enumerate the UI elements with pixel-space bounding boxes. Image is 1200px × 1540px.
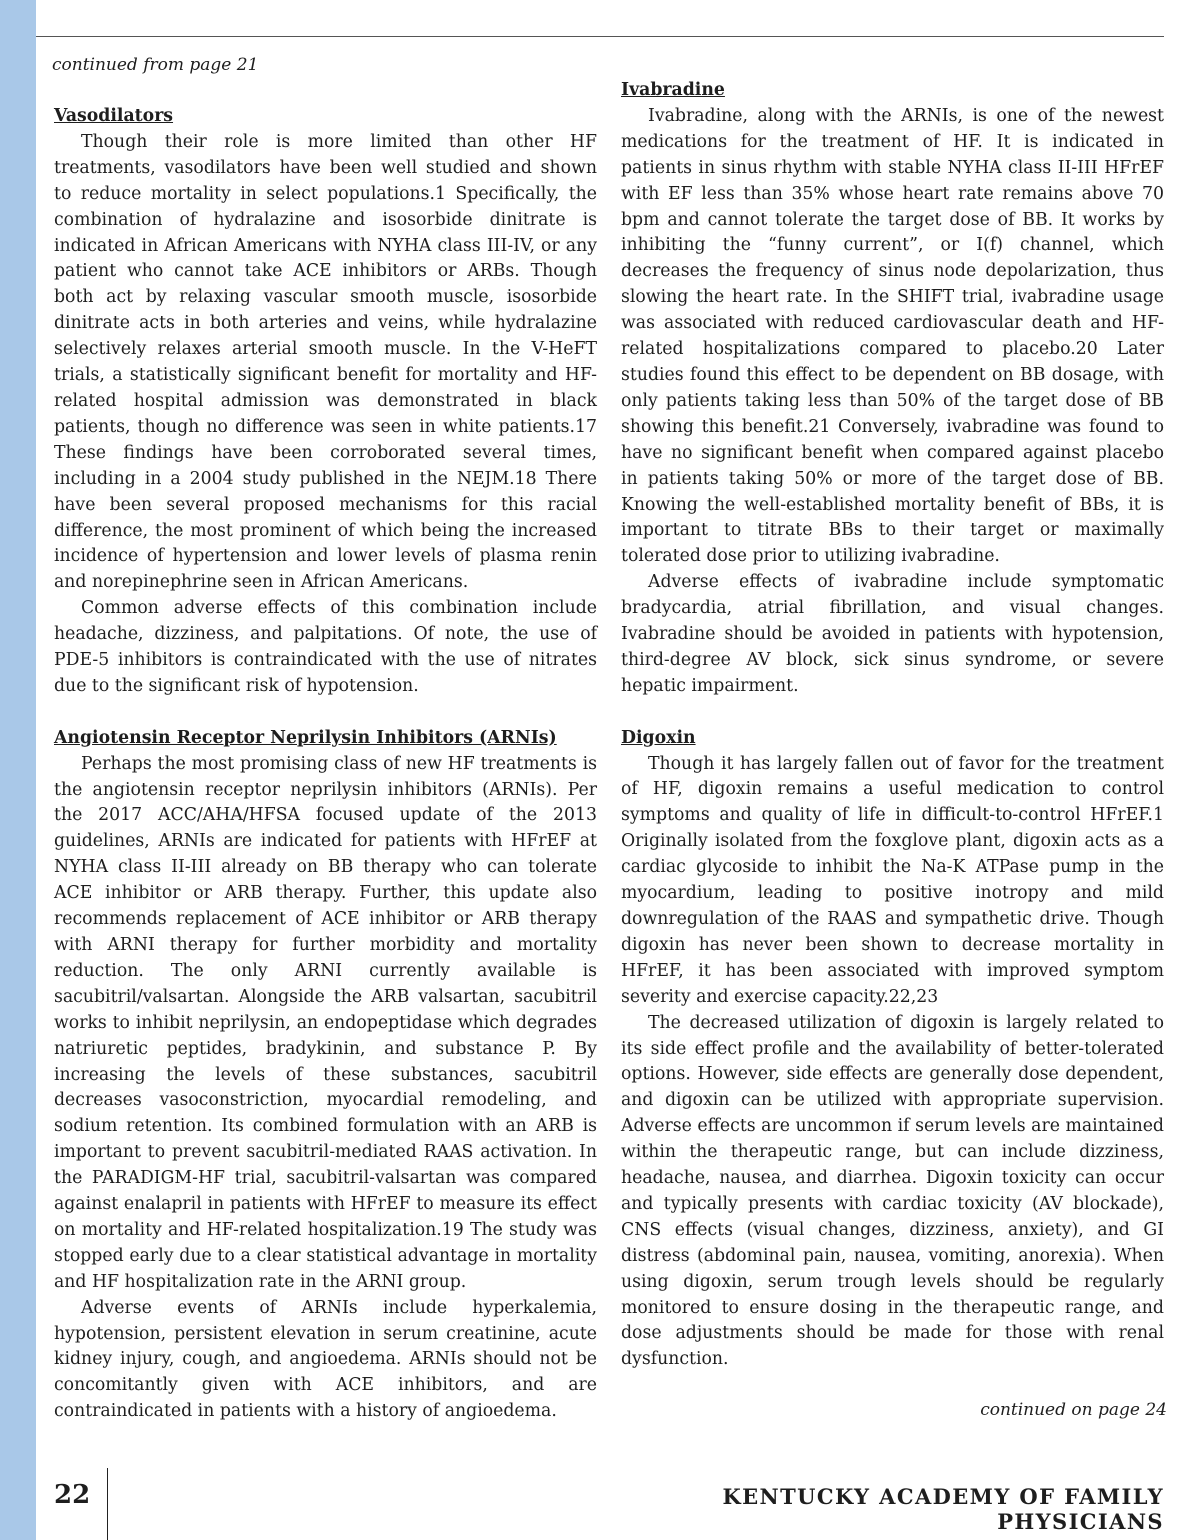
right-column bbox=[621, 78, 1164, 1373]
ivabradine-heading: Ivabradine bbox=[621, 80, 725, 100]
section-spacer bbox=[54, 700, 597, 726]
top-divider bbox=[36, 36, 1164, 37]
side-color-bar bbox=[0, 0, 36, 1540]
left-column bbox=[54, 104, 597, 1425]
arni-paragraph-2: Adverse events of ARNIs include hyperkalemia, hypotension, persistent elevation in serum creatinine, acute kidney injury, cough, and angioedema. ARNIs should not be concomitantly given with ACE inhibitors, and are contraindicated in patients with a history of angioedema. bbox=[54, 1297, 597, 1422]
ivabradine-paragraph-1: Ivabradine, along with the ARNIs, is one of the newest medications for the treatment of HF. It is indicated in patients in sinus rhythm with stable NYHA class II-III HFrEF with EF less than 35% whose heart rate remains above 70 bpm and cannot tolerate the target dose of BB. It works by inhibiting the “funny current”, or I(f) channel, which decreases the frequency of sinus node depolarization, thus slowing the heart rate. In the SHIFT trial, ivabradine usage was associated with reduced cardiovascular death and HF-related hospitalizations compared to placebo.20 Later studies found this effect to be dependent on BB dosage, with only patients taking less than 50% of the target dose of BB showing this benefit.21 Conversely, ivabradine was found to have no significant benefit when compared against placebo in patients taking 50% or more of the target dose of BB. Knowing the well-established mortality benefit of BBs, it is important to titrate BBs to their target or maximally tolerated dose prior to utilizing ivabradine. bbox=[621, 105, 1164, 567]
publication-name: KENTUCKY ACADEMY OF FAMILY PHYSICIANS bbox=[722, 1484, 1164, 1534]
continued-on-note: continued on page 24 bbox=[980, 1400, 1167, 1420]
vasodilators-paragraph-2: Common adverse effects of this combination include headache, dizziness, and palpitations. Of note, the use of PDE-5 inhibitors is contraindicated with the use of nitrates due to the significant risk of hypotension. bbox=[54, 598, 597, 696]
digoxin-paragraph-2: The decreased utilization of digoxin is largely related to its side effect profile and the availability of better-tolerated options. However, side effects are generally dose dependent, and digoxin can be utilized with appropriate supervision. Adverse effects are uncommon if serum levels are maintained within the therapeutic range, but can include dizziness, headache, nausea, and diarrhea. Digoxin toxicity can occur and typically presents with cardiac toxicity (AV blockade), CNS effects (visual changes, dizziness, anxiety), and GI distress (abdominal pain, nausea, vomiting, anorexia). When using digoxin, serum trough levels should be regularly monitored to ensure dosing in the therapeutic range, and dose adjustments should be made for those with renal dysfunction. bbox=[621, 1012, 1164, 1370]
page-number: 22 bbox=[54, 1480, 91, 1510]
vasodilators-heading: Vasodilators bbox=[54, 106, 174, 126]
arni-heading: Angiotensin Receptor Neprilysin Inhibitors (ARNIs) bbox=[54, 727, 557, 748]
arni-paragraph-1: Perhaps the most promising class of new HF treatments is the angiotensin receptor neprilysin inhibitors (ARNIs). Per the 2017 ACC/AHA/HFSA focused update of the 2013 guidelines, ARNIs are indicated for patients with HFrEF at NYHA class II-III already on BB therapy who can tolerate ACE inhibitor or ARB therapy. Further, this update also recommends replacement of ACE inhibitor or ARB therapy with ARNI therapy for further morbidity and mortality reduction. The only ARNI currently available is sacubitril/valsartan. Alongside the ARB valsartan, sacubitril works to inhibit neprilysin, an endopeptidase which degrades natriuretic peptides, bradykinin, and substance P. By increasing the levels of these substances, sacubitril decreases vasoconstriction, myocardial remodeling, and sodium retention. Its combined formulation with an ARB is important to prevent sacubitril-mediated RAAS activation. In the PARADIGM-HF trial, sacubitril-valsartan was compared against enalapril in patients with HFrEF to measure its effect on mortality and HF-related hospitalization.19 The study was stopped early due to a clear statistical advantage in mortality and HF hospitalization rate in the ARNI group. bbox=[54, 753, 597, 1292]
footer-divider bbox=[107, 1468, 108, 1540]
section-spacer bbox=[621, 700, 1164, 726]
digoxin-heading: Digoxin bbox=[621, 727, 696, 748]
ivabradine-paragraph-2: Adverse effects of ivabradine include symptomatic bradycardia, atrial fibrillation, and visual changes. Ivabradine should be avoided in patients with hypotension, third-degree AV block, sick sinus syndrome, or severe hepatic impairment. bbox=[621, 572, 1164, 696]
digoxin-paragraph-1: Though it has largely fallen out of favor for the treatment of HF, digoxin remains a useful medication to control symptoms and quality of life in difficult-to-control HFrEF.1 Originally isolated from the foxglove plant, digoxin acts as a cardiac glycoside to inhibit the Na-K ATPase pump in the myocardium, leading to positive inotropy and mild downregulation of the RAAS and sympathetic drive. Though digoxin has never been shown to decrease mortality in HFrEF, it has been associated with improved symptom severity and exercise capacity.22,23 bbox=[621, 753, 1164, 1007]
vasodilators-paragraph-1: Though their role is more limited than other HF treatments, vasodilators have been well studied and shown to reduce mortality in select populations.1 Specifically, the combination of hydralazine and isosorbide dinitrate is indicated in African Americans with NYHA class III-IV, or any patient who cannot take ACE inhibitors or ARBs. Though both act by relaxing vascular smooth muscle, isosorbide dinitrate acts in both arteries and veins, while hydralazine selectively relaxes arterial smooth muscle. In the V-HeFT trials, a statistically significant benefit for mortality and HF-related hospital admission was demonstrated in black patients, though no difference was seen in white patients.17 These findings have been corroborated several times, including in a 2004 study published in the NEJM.18 There have been several proposed mechanisms for this racial difference, the most prominent of which being the increased incidence of hypertension and lower levels of plasma renin and norepinephrine seen in African Americans. bbox=[54, 131, 597, 593]
continued-from-note: continued from page 21 bbox=[52, 55, 259, 75]
